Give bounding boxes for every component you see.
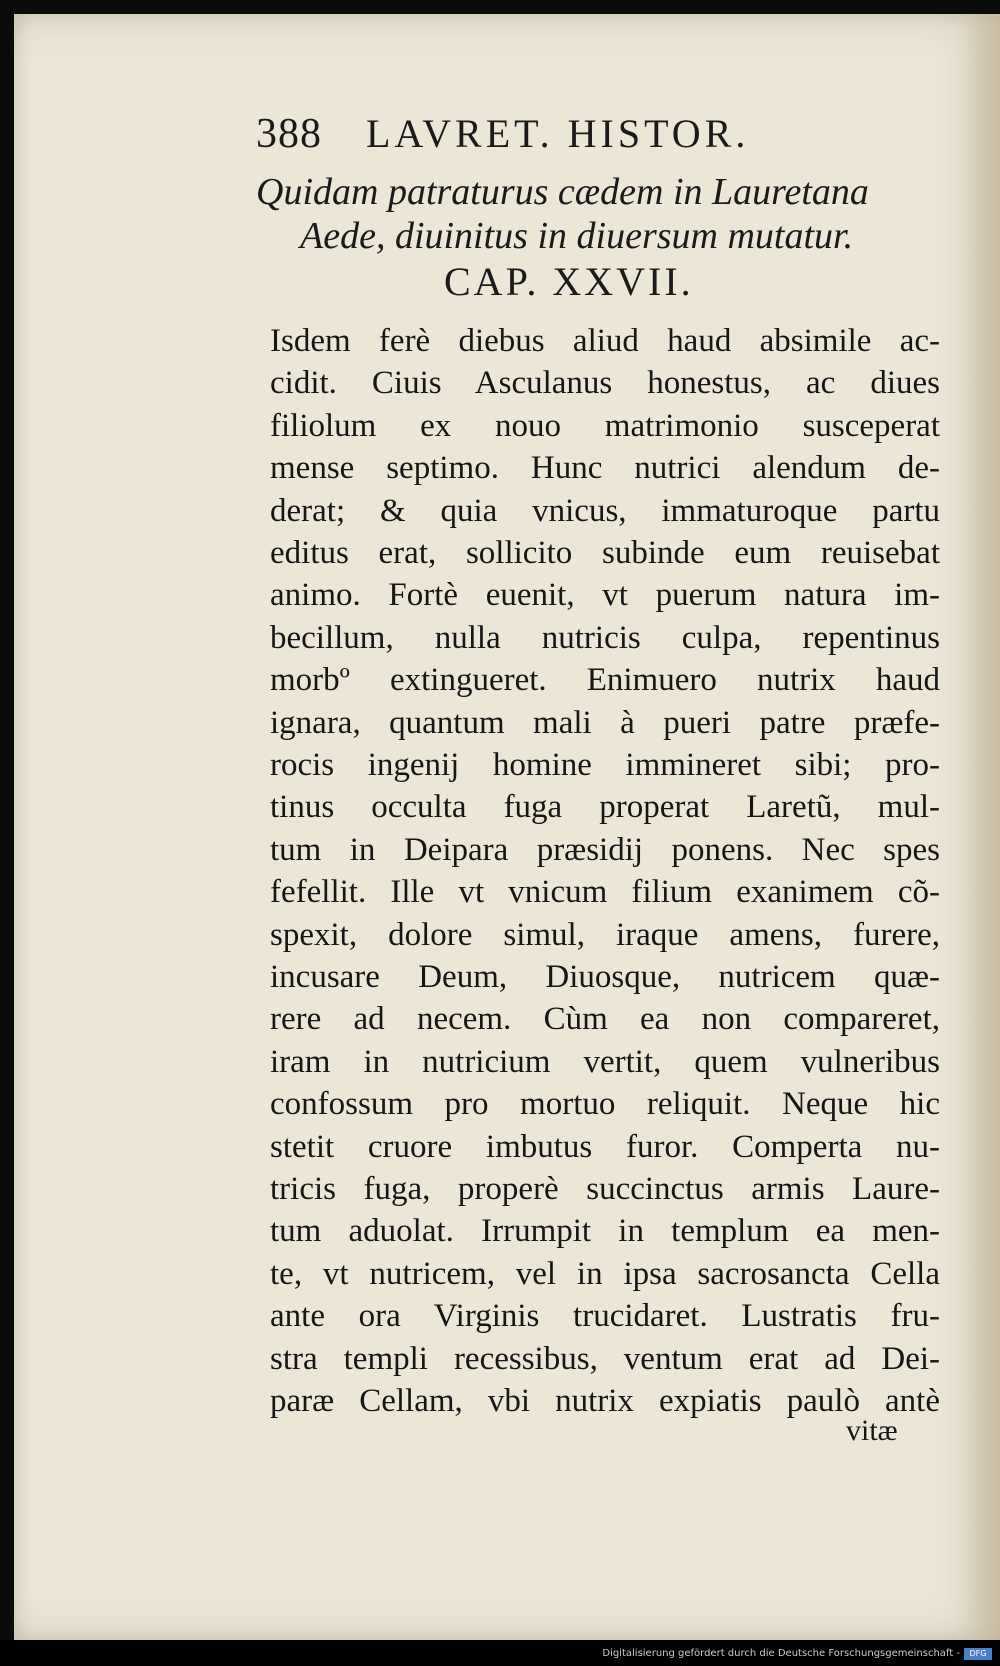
text-line: filiolum ex nouo matrimonio susceperat [270, 407, 940, 444]
text-line: tricis fuga, properè succinctus armis Laure- [270, 1171, 940, 1207]
text-line: tinus occulta fuga properat Laretũ, mul- [270, 789, 940, 826]
text-line: fefellit. Ille vt vnicum filium exanimem cõ- [270, 874, 940, 911]
page-edge-shading [964, 14, 1000, 1640]
text-line: Isdem ferè diebus aliud haud absimile ac- [270, 323, 940, 359]
text-line: tum in Deipara præsidij ponens. Nec spes [270, 831, 940, 868]
text-line: rocis ingenij homine immineret sibi; pro- [270, 747, 940, 783]
text-line: cidit. Ciuis Asculanus honestus, ac diues [270, 365, 940, 402]
text-line: ante ora Virginis trucidaret. Lustratis fru- [270, 1298, 940, 1335]
digitization-credit: Digitalisierung gefördert durch die Deutsche Forschungsgemeinschaft - [602, 1648, 960, 1659]
page-header [256, 110, 816, 170]
text-line: tum aduolat. Irrumpit in templum ea men- [270, 1213, 940, 1250]
text-line: incusare Deum, Diuosque, nutricem quæ- [270, 959, 940, 995]
text-line: confossum pro mortuo reliquit. Neque hic [270, 1086, 940, 1123]
chapter-heading: CAP. XXVII. [444, 259, 694, 304]
catchword: vitæ [846, 1414, 898, 1447]
text-line: stra templi recessibus, ventum erat ad Dei- [270, 1340, 940, 1377]
caption-line-1: Quidam patraturus cædem in Lauretana [256, 171, 869, 213]
text-line: paræ Cellam, vbi nutrix expiatis paulò antè [270, 1383, 940, 1419]
running-head: LAVRET. HISTOR. [366, 111, 750, 156]
text-line: te, vt nutricem, vel in ipsa sacrosancta Cella [270, 1255, 940, 1292]
text-line: spexit, dolore simul, iraque amens, furere, [270, 916, 940, 953]
text-line: animo. Fortè euenit, vt puerum natura im- [270, 577, 940, 614]
dfg-logo: DFG [964, 1648, 992, 1660]
text-line: editus erat, sollicito subinde eum reuisebat [270, 535, 940, 571]
page-number: 388 [256, 111, 322, 157]
text-line: mense septimo. Hunc nutrici alendum de- [270, 450, 940, 487]
caption-line-2: Aede, diuinitus in diuersum mutatur. [300, 215, 854, 257]
text-line: stetit cruore imbutus furor. Comperta nu- [270, 1128, 940, 1165]
text-line: becillum, nulla nutricis culpa, repentinus [270, 619, 940, 656]
text-line: rere ad necem. Cùm ea non compareret, [270, 1001, 940, 1038]
text-line: derat; & quia vnicus, immaturoque partu [270, 492, 940, 529]
text-line: iram in nutricium vertit, quem vulneribus [270, 1043, 940, 1080]
text-line: morbº extingueret. Enimuero nutrix haud [270, 662, 940, 699]
text-line: ignara, quantum mali à pueri patre præfe- [270, 704, 940, 741]
